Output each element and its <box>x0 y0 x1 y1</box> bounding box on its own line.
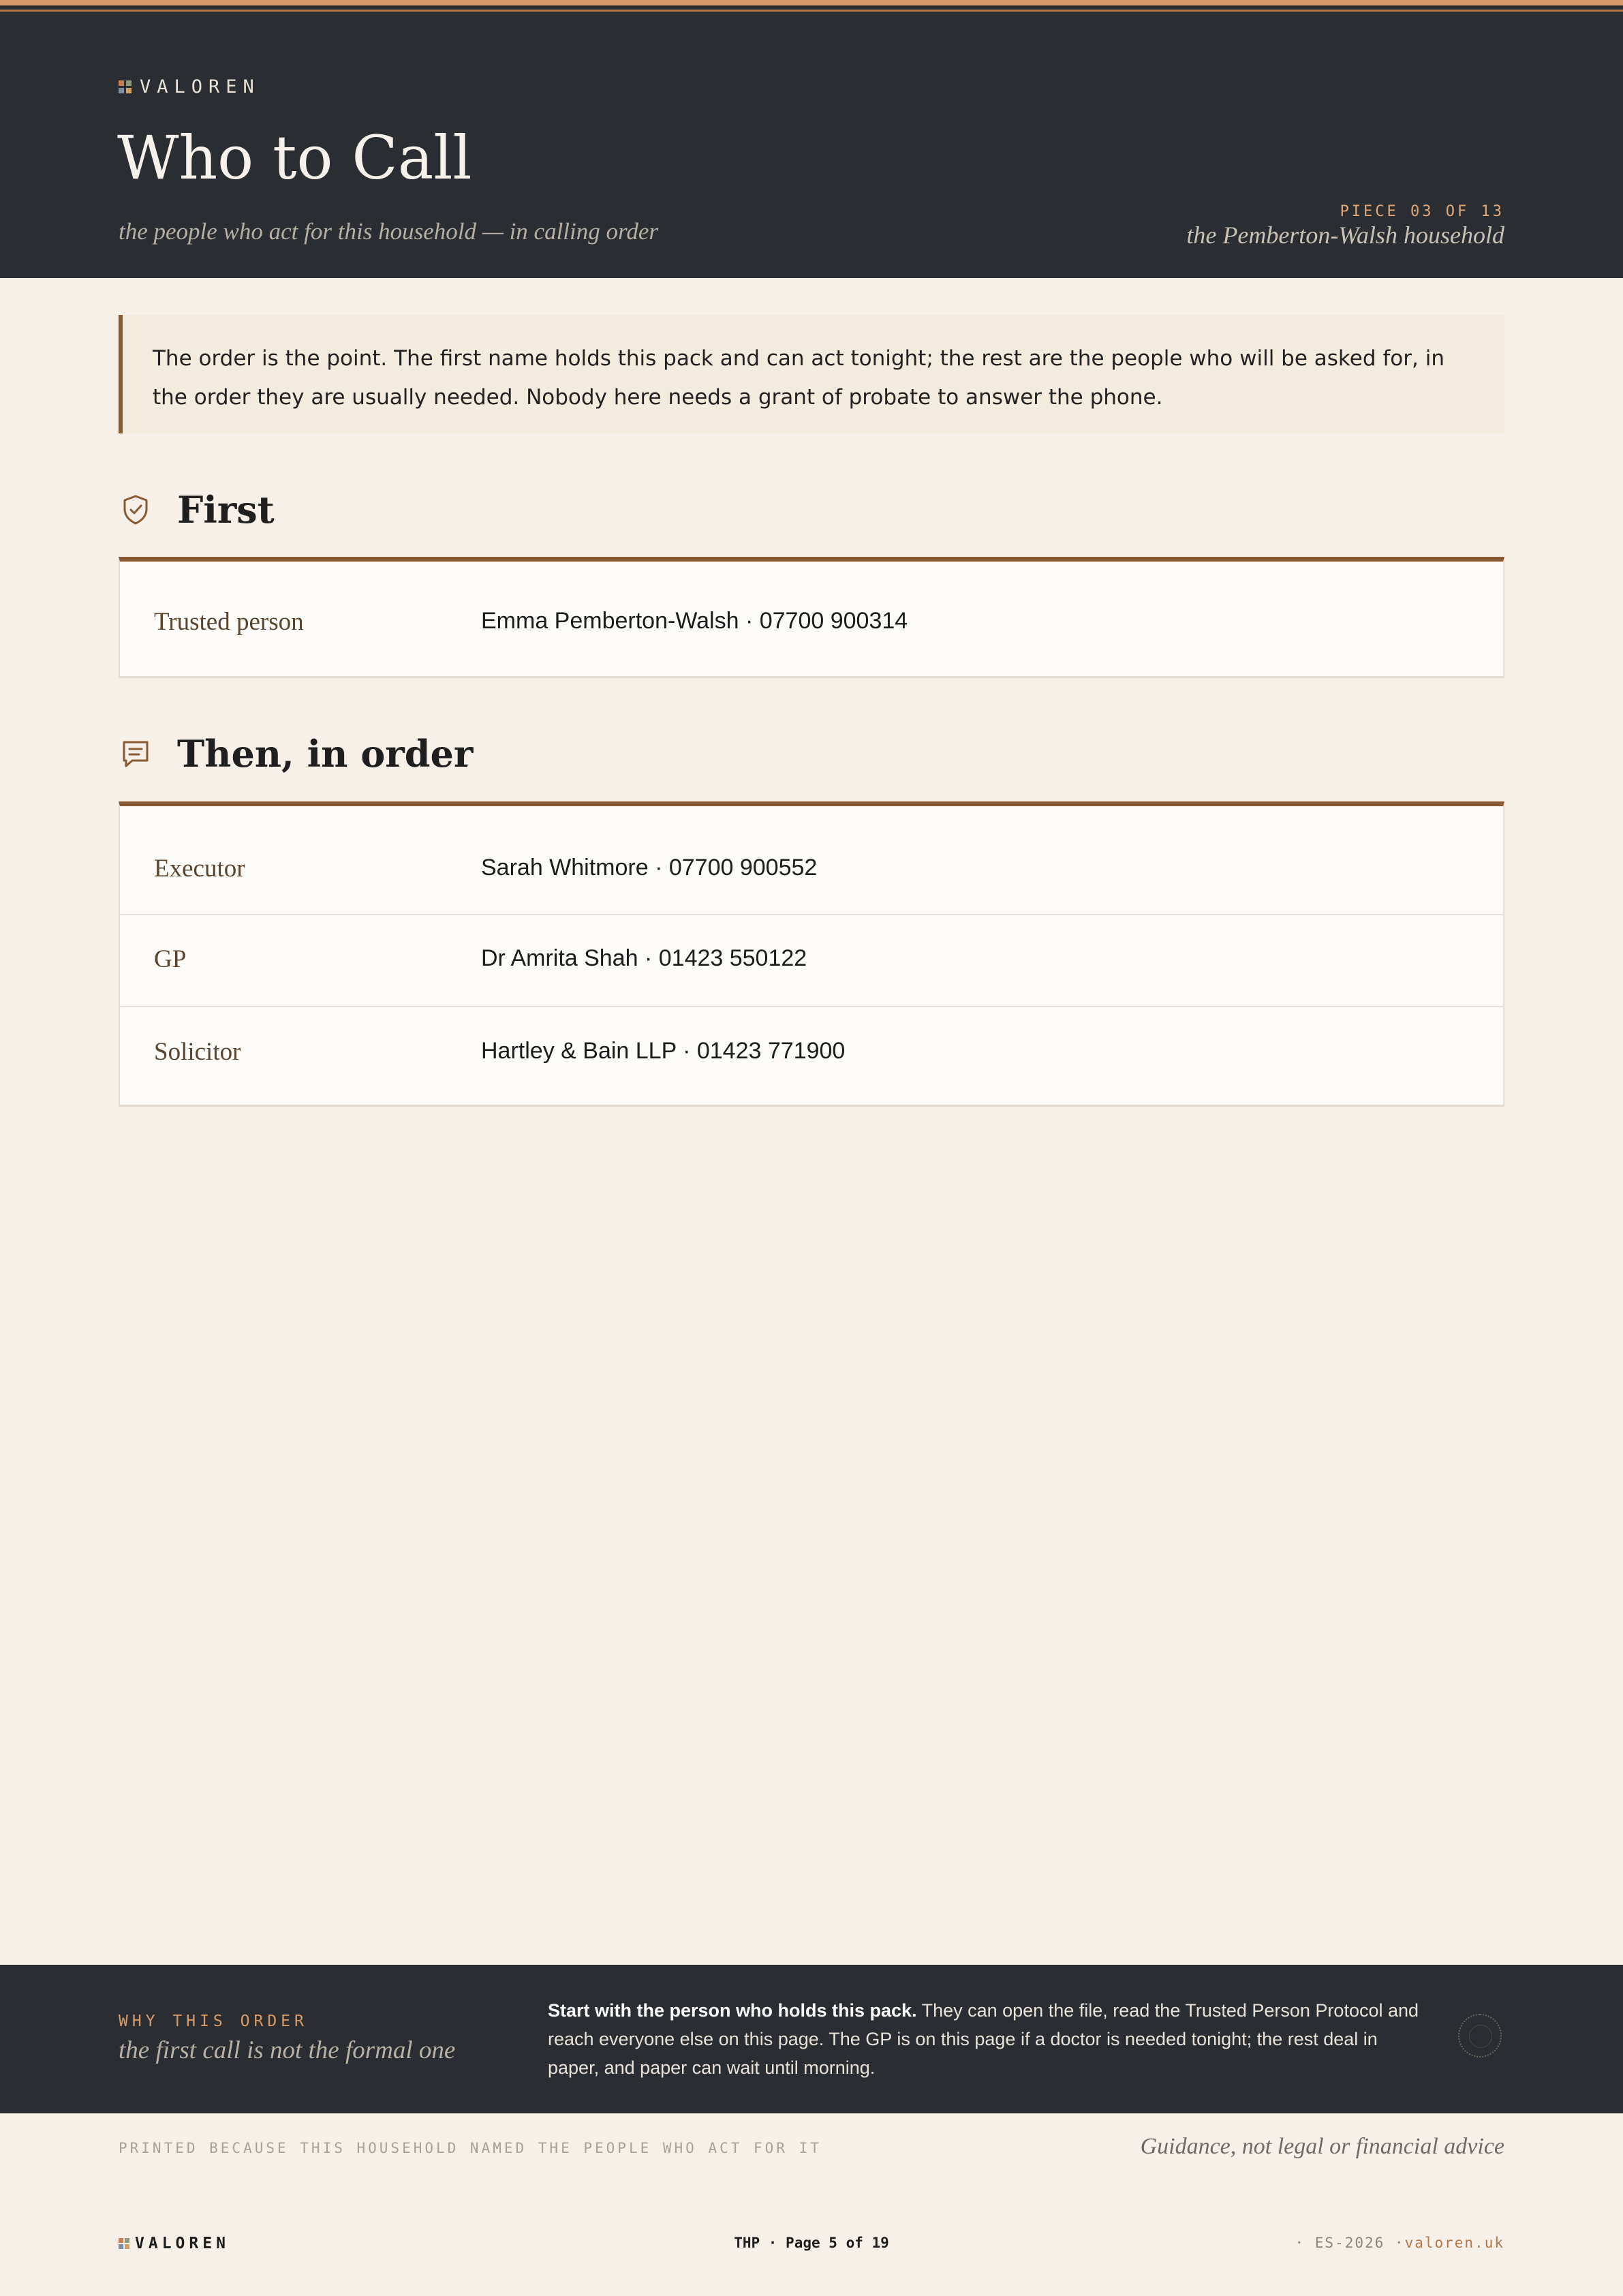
contact-row <box>120 1007 1503 1103</box>
contact-role: Executor <box>154 855 245 883</box>
contact-role: Solicitor <box>154 1038 241 1066</box>
seal-icon <box>1458 2014 1502 2057</box>
contact-details: Emma Pemberton-Walsh · 07700 900314 <box>481 608 908 634</box>
logo-cell <box>126 88 132 93</box>
first-contact-card <box>119 557 1504 678</box>
site-link[interactable]: valoren.uk <box>1404 2235 1504 2251</box>
why-subtitle: the first call is not the formal one <box>119 2036 456 2064</box>
contact-role: GP <box>154 945 187 973</box>
message-icon <box>119 737 153 771</box>
page-subtitle: the people who act for this household — in calling order <box>119 218 658 245</box>
contact-row <box>120 915 1503 1007</box>
section-title: Then, in order <box>177 732 474 776</box>
piece-counter: PIECE 03 OF 13 <box>1340 203 1504 220</box>
logo-cell <box>119 80 124 86</box>
edition-code: · ES-2026 · <box>1295 2235 1405 2251</box>
why-this-order-panel <box>0 1965 1623 2113</box>
section-title: First <box>177 488 275 532</box>
contact-details: Hartley & Bain LLP · 01423 771900 <box>481 1038 846 1064</box>
contact-details: Dr Amrita Shah · 01423 550122 <box>481 945 807 971</box>
why-text: They can open the file, read the Trusted Person Protocol and reach everyone else on this page. The GP is on this page if a doctor is needed tonight; the rest deal in paper, and paper can wait until morning. <box>548 2000 1419 2078</box>
top-rule <box>0 0 1623 14</box>
contact-details: Sarah Whitmore · 07700 900552 <box>481 855 818 881</box>
footer-edition <box>1295 2235 1504 2251</box>
intro-callout: The order is the point. The first name holds this pack and can act tonight; the rest are the people who will be asked for, in the order they are usually needed. Nobody here needs a grant of probate to answer the phone. <box>119 315 1504 433</box>
logo-cell <box>126 80 132 86</box>
brand <box>119 76 260 97</box>
section-then-heading <box>119 732 473 776</box>
disclaimer: Guidance, not legal or financial advice <box>1140 2134 1504 2159</box>
page-header <box>0 14 1623 278</box>
footer-brand-name: VALOREN <box>135 2235 230 2252</box>
logo-icon <box>119 80 132 93</box>
brand-name: VALOREN <box>140 76 260 97</box>
logo-cell <box>119 88 124 93</box>
page-title: Who to Call <box>117 123 472 193</box>
contact-role: Trusted person <box>154 608 304 636</box>
ordered-contacts-card <box>119 801 1504 1107</box>
section-first-heading <box>119 488 275 532</box>
page-number: THP · Page 5 of 19 <box>734 2235 889 2251</box>
contact-row <box>120 806 1503 915</box>
why-lead: Start with the person who holds this pack. <box>548 2000 917 2021</box>
why-body <box>548 1996 1427 2082</box>
contact-row <box>120 562 1503 676</box>
shield-check-icon <box>119 493 153 527</box>
why-kicker: WHY THIS ORDER <box>119 2012 308 2030</box>
printed-note: PRINTED BECAUSE THIS HOUSEHOLD NAMED THE PEOPLE WHO ACT FOR IT <box>119 2140 822 2156</box>
household-name: the Pemberton-Walsh household <box>1186 221 1504 249</box>
